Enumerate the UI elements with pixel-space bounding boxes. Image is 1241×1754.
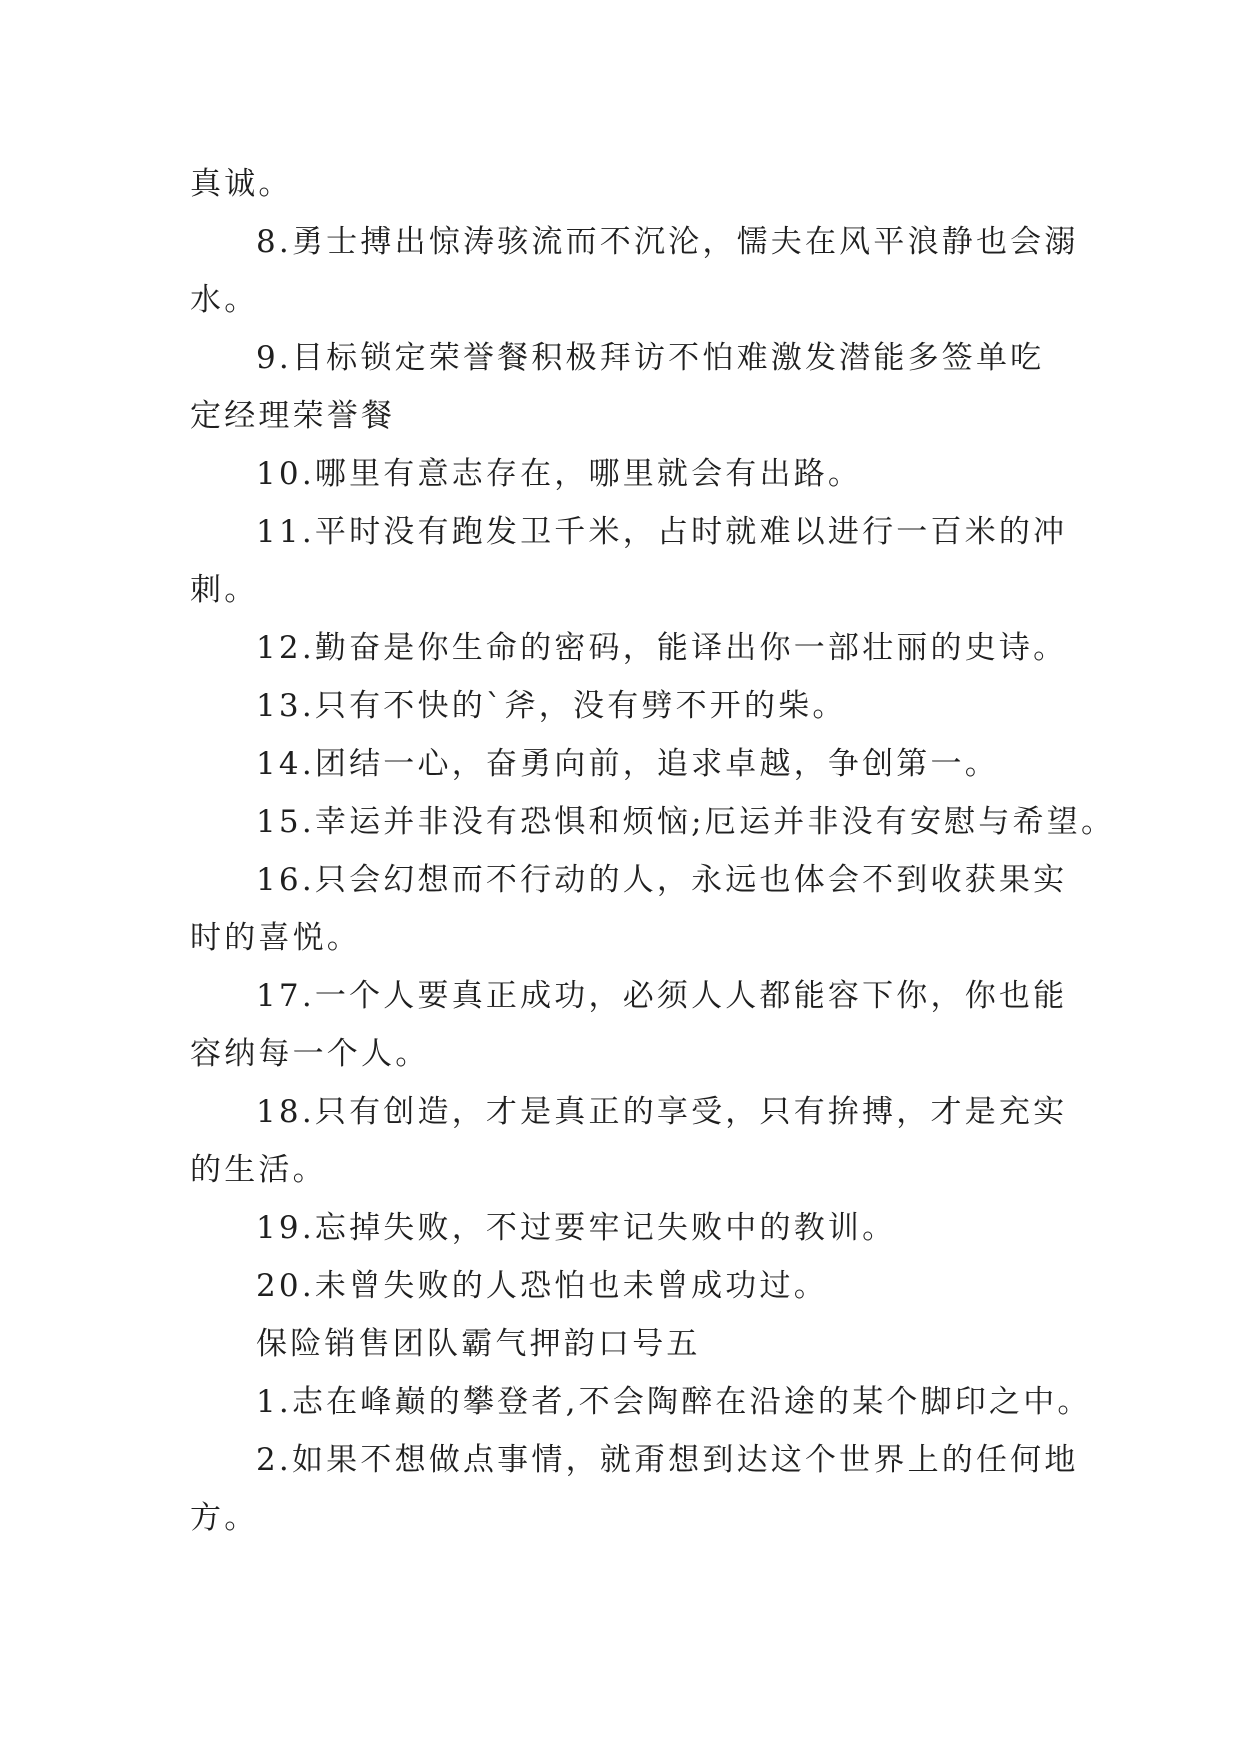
text-line: 16.只会幻想而不行动的人，永远也体会不到收获果实 bbox=[256, 862, 1068, 898]
text-line: 8.勇士搏出惊涛骇流而不沉沦，懦夫在风平浪静也会溺 bbox=[256, 224, 1079, 260]
text-line: 的生活。 bbox=[190, 1152, 327, 1188]
text-line: 18.只有创造，才是真正的享受，只有拚搏，才是充实 bbox=[256, 1094, 1068, 1130]
text-line: 15.幸运并非没有恐惧和烦恼;厄运并非没有安慰与希望。 bbox=[256, 804, 1116, 840]
text-line: 刺。 bbox=[190, 572, 259, 608]
text-line: 17.一个人要真正成功，必须人人都能容下你，你也能 bbox=[256, 978, 1068, 1014]
document-page bbox=[190, 155, 1116, 1547]
text-line: 13.只有不快的`斧，没有劈不开的柴。 bbox=[256, 688, 847, 724]
text-line: 1.志在峰巅的攀登者,不会陶醉在沿途的某个脚印之中。 bbox=[256, 1384, 1092, 1420]
section-heading: 保险销售团队霸气押韵口号五 bbox=[256, 1326, 701, 1362]
text-line: 19.忘掉失败，不过要牢记失败中的教训。 bbox=[256, 1210, 897, 1246]
text-line: 定经理荣誉餐 bbox=[190, 398, 396, 434]
text-line: 11.平时没有跑发卫千米，占时就难以进行一百米的冲 bbox=[256, 514, 1068, 550]
text-line: 真诚。 bbox=[190, 166, 293, 202]
text-line: 10.哪里有意志存在，哪里就会有出路。 bbox=[256, 456, 863, 492]
text-line: 水。 bbox=[190, 282, 259, 318]
text-line: 方。 bbox=[190, 1500, 259, 1536]
text-line: 20.未曾失败的人恐怕也未曾成功过。 bbox=[256, 1268, 828, 1304]
text-line: 容纳每一个人。 bbox=[190, 1036, 430, 1072]
text-line: 9.目标锁定荣誉餐积极拜访不怕难激发潜能多签单吃 bbox=[256, 340, 1045, 376]
text-line: 2.如果不想做点事情，就甭想到达这个世界上的任何地 bbox=[256, 1442, 1079, 1478]
text-line: 14.团结一心，奋勇向前，追求卓越，争创第一。 bbox=[256, 746, 999, 782]
text-line: 12.勤奋是你生命的密码，能译出你一部壮丽的史诗。 bbox=[256, 630, 1068, 666]
text-line: 时的喜悦。 bbox=[190, 920, 361, 956]
